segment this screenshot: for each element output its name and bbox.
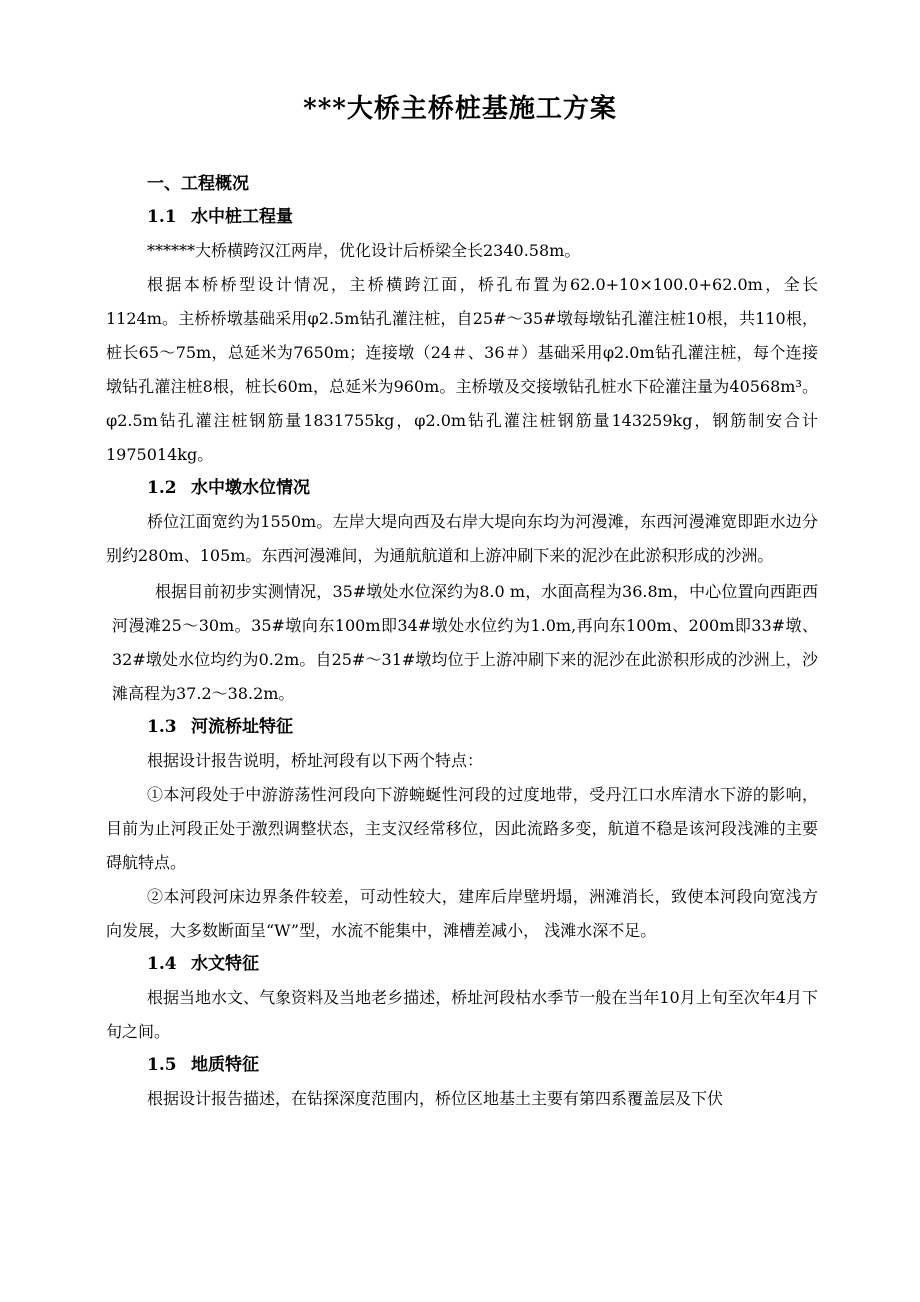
section-title: 水文特征	[191, 954, 259, 974]
section-number: 1.4	[147, 954, 177, 974]
paragraph: 根据设计报告描述，在钻探深度范围内，桥位区地基土主要有第四系覆盖层及下伏	[147, 1089, 724, 1108]
section-1-heading: 一、工程概况	[147, 174, 249, 194]
paragraph: ②本河段河床边界条件较差，可动性较大，建库后岸壁坍塌，洲滩消长，致使本河段向宽浅方向发展，大多数断面呈“W”型，水流不能集中，滩槽差减小， 浅滩水深不足。	[106, 887, 818, 940]
section-number: 1.2	[147, 478, 177, 498]
section-title: 水中桩工程量	[191, 207, 293, 227]
paragraph: 根据当地水文、气象资料及当地老乡描述，桥址河段枯水季节一般在当年10月上旬至次年4月下旬之间。	[106, 988, 818, 1041]
section-title: 水中墩水位情况	[191, 478, 310, 498]
section-1-4-heading	[147, 948, 818, 981]
section-1-2-heading	[147, 472, 818, 505]
paragraph: 根据设计报告说明，桥址河段有以下两个特点：	[147, 751, 484, 770]
section-title: 地质特征	[191, 1055, 259, 1075]
document-title: ***大桥主桥桩基施工方案	[303, 94, 617, 124]
section-1-5-heading	[147, 1049, 818, 1082]
section-number: 1.5	[147, 1055, 177, 1075]
paragraph: 根据目前初步实测情况，35#墩处水位深约为8.0 m，水面高程为36.8m，中心位置向西距西河漫滩25～30m。35#墩向东100m即34#墩处水位约为1.0m,再向东100m、200m即33#墩、32#墩处水位均约为0.2m。自25#～31#墩均位于上游冲刷下来的泥沙在此淤积形成的沙洲上，沙滩高程为37.2～38.2m。	[112, 582, 818, 703]
paragraph: ①本河段处于中游游荡性河段向下游蜿蜒性河段的过度地带，受丹江口水库清水下游的影响，目前为止河段正处于激烈调整状态，主支汉经常移位，因此流路多变，航道不稳是该河段浅滩的主要碍航特点。	[106, 785, 818, 872]
section-number: 1.3	[147, 717, 177, 737]
paragraph: 根据本桥桥型设计情况，主桥横跨江面，桥孔布置为62.0+10×100.0+62.0m，全长1124m。主桥桥墩基础采用φ2.5m钻孔灌注桩，自25#～35#墩每墩钻孔灌注桩10根，共110根，桩长65～75m，总延米为7650m；连接墩（24＃、36＃）基础采用φ2.0m钻孔灌注桩，每个连接墩钻孔灌注桩8根，桩长60m，总延米为960m。主桥墩及交接墩钻孔桩水下砼灌注量为40568m³。φ2.5m钻孔灌注桩钢筋量1831755kg，φ2.0m钻孔灌注桩钢筋量143259kg，钢筋制安合计1975014kg。	[106, 275, 818, 464]
document-body	[106, 168, 818, 1116]
section-1-3-heading	[147, 711, 818, 744]
section-number: 1.1	[147, 207, 177, 227]
section-1-1-heading	[147, 201, 818, 234]
paragraph: ******大桥横跨汉江两岸，优化设计后桥梁全长2340.58m。	[147, 241, 581, 260]
paragraph: 桥位江面宽约为1550m。左岸大堤向西及右岸大堤向东均为河漫滩，东西河漫滩宽即距水边分别约280m、105m。东西河漫滩间，为通航航道和上游冲刷下来的泥沙在此淤积形成的沙洲。	[106, 512, 818, 565]
section-title: 河流桥址特征	[191, 717, 293, 737]
